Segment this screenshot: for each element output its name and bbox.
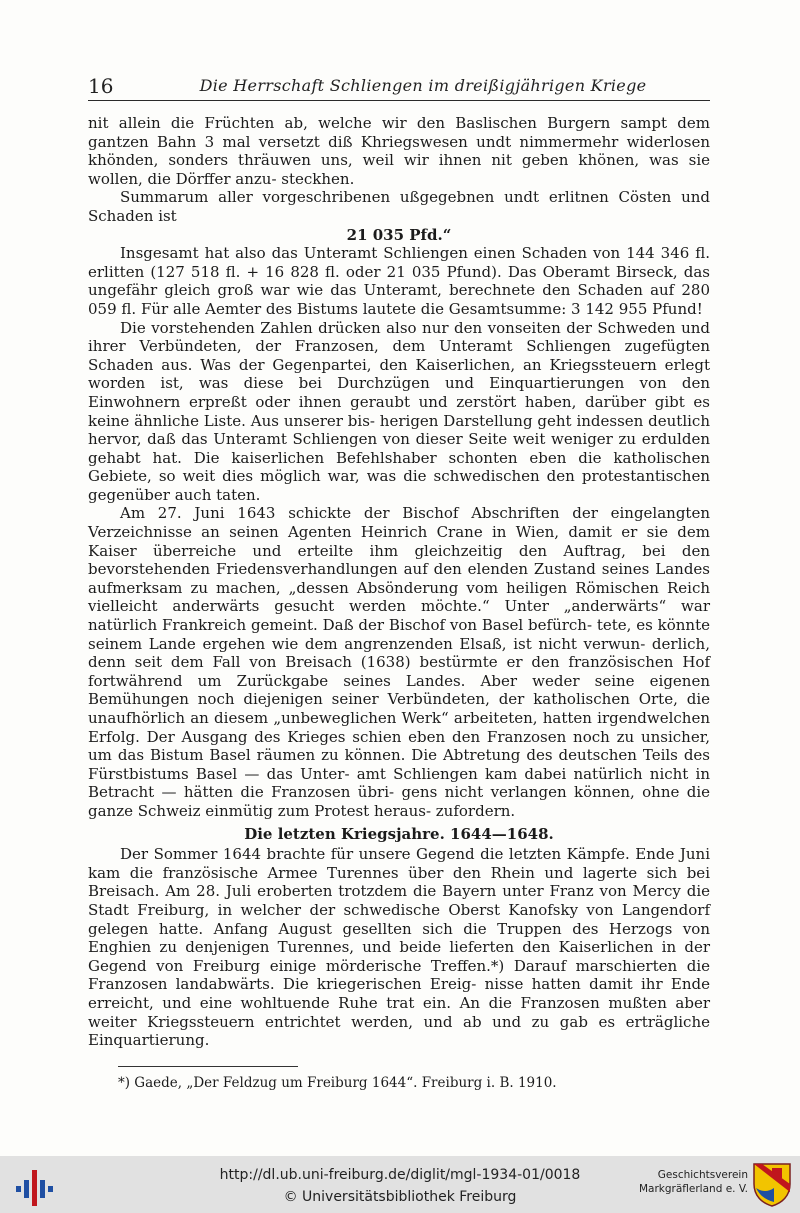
footer-bar: [0, 1156, 800, 1213]
running-title: Die Herrschaft Schliengen im dreißigjährigen Kriege: [199, 76, 647, 95]
section-title: Die letzten Kriegsjahre. 1644—1648.: [244, 824, 554, 843]
society-name-line2: Markgräflerland e. V.: [638, 1183, 748, 1195]
society-name: [628, 1168, 748, 1196]
coat-of-arms-icon: [752, 1162, 792, 1208]
source-url-link[interactable]: http://dl.ub.uni-freiburg.de/diglit/mgl-1934-01/0018: [219, 1167, 581, 1183]
footnote-rule: [118, 1066, 298, 1067]
page-header: [88, 70, 710, 101]
paragraph-3: Insgesamt hat also das Unteramt Schliengen einen Schaden von 144 346 fl. erlitten (127 518 fl. + 16 828 fl. oder 21 035 Pfund). Das Oberamt Birseck, das ungefähr gleich groß war wie das Unteramt, berechnete den Schaden auf 280 059 fl. Für alle Aemter des Bistums lautete die Gesamtsumme: 3 142 955 Pfund!: [88, 244, 710, 318]
footnote: *) Gaede, „Der Feldzug um Freiburg 1644“. Freiburg i. B. 1910.: [118, 1074, 557, 1091]
page-body: [88, 114, 710, 1091]
section-paragraph: Der Sommer 1644 brachte für unsere Gegend die letzten Kämpfe. Ende Juni kam die französische Armee Turennes über den Rhein und lagerte sich bei Breisach. Am 28. Juli eroberten trotzdem die Bayern unter Franz von Mercy die Stadt Freiburg, in welcher der schwedische Oberst Kanofsky von Langendorf gelegen hatte. Anfang August gesellten sich die Truppen des Herzogs von Enghien zu denjenigen Turennes, und beide lieferten den Kaiserlichen in der Gegend von Freiburg einige mörderische Treffen.*) Darauf marschierten die Franzosen landabwärts. Die kriegerischen Ereig- nisse hatten damit ihr Ende erreicht, und eine wohltuende Ruhe trat ein. An die Franzosen mußten aber weiter Kriegssteuern entrichtet werden, und ab und zu gab es erträgliche Einquartierung.: [88, 845, 710, 1050]
society-name-line1: Geschichtsverein: [657, 1169, 748, 1181]
paragraph-2: Summarum aller vorgeschribenen ußgegebnen undt erlitnen Cösten und Schaden ist: [88, 188, 710, 225]
paragraph-5: Am 27. Juni 1643 schickte der Bischof Abschriften der eingelangten Verzeichnisse an seinen Agenten Heinrich Crane in Wien, damit er sie dem Kaiser überreiche und erteilte ihm gleichzeitig den Auftrag, bei den bevorstehenden Friedensverhandlungen auf den elenden Zustand seines Landes aufmerksam zu machen, „dessen Absönderung vom heiligen Römischen Reich vielleicht anderwärts gesucht werden möchte.“ Unter „anderwärts“ war natürlich Frankreich gemeint. Daß der Bischof von Basel befürch- tete, es könnte seinem Lande ergehen wie dem angrenzenden Elsaß, ist nicht verwun- derlich, denn seit dem Fall von Breisach (1638) bestürmte er den französischen Hof fortwährend um Zurückgabe seines Landes. Aber weder seine eigenen Bemühungen noch diejenigen seiner Verbündeten, der katholischen Orte, die unaufhörlich an diesem „unbeweglichen Werk“ arbeiteten, hatten irgendwelchen Erfolg. Der Ausgang des Krieges schien eben den Franzosen noch zu unsicher, um das Bistum Basel räumen zu können. Die Abtretung des deutschen Teils des Fürstbistums Basel — das Unter- amt Schliengen kam dabei natürlich nicht in Betracht — hätten die Franzosen übri- gens nicht verlangen können, ohne die ganze Schweiz einmütig zum Protest heraus- zufordern.: [88, 504, 710, 820]
copyright-text: © Universitätsbibliothek Freiburg: [283, 1189, 517, 1205]
sum-total: 21 035 Pfd.“: [346, 225, 452, 244]
page-number: 16: [88, 74, 114, 98]
paragraph-4: Die vorstehenden Zahlen drücken also nur den vonseiten der Schweden und ihrer Verbündeten, der Franzosen, dem Unteramt Schliengen zugefügten Schaden aus. Was der Gegenpartei, den Kaiserlichen, an Kriegssteuern erlegt worden ist, was diese bei Durchzügen und Einquartierungen von den Einwohnern erpreßt oder ihnen geraubt und zerstört haben, darüber gibt es keine ähnliche Liste. Aus unserer bis- herigen Darstellung geht indessen deutlich hervor, daß das Unteramt Schliengen von dieser Seite weit weniger zu erdulden gehabt hat. Die kaiserlichen Befehlshaber schonten eben die katholischen Gebiete, so weit dies möglich war, was die schwedischen den protestantischen gegenüber auch taten.: [88, 318, 710, 504]
paragraph-1: nit allein die Früchten ab, welche wir den Baslischen Burgern sampt dem gantzen Bahn 3 mal versetzt diß Khriegswesen undt nimmermehr widerlosen khönden, sonders thräuwen uns, weil wir ihnen nit geben khönen, was sie wollen, die Dörffer anzu- steckhen.: [88, 114, 710, 188]
